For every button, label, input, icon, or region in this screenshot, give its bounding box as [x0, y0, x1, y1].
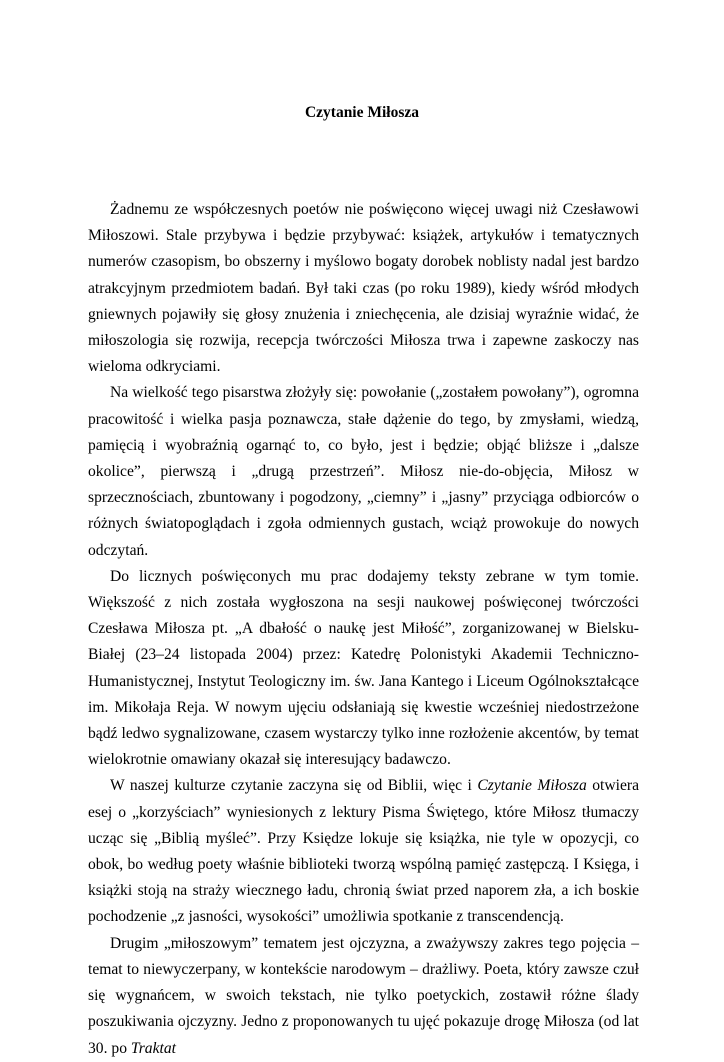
- paragraph-text: Żadnemu ze współczesnych poetów nie poświęcono więcej uwagi niż Czesławowi Miłoszowi. Stale przybywa i będzie przybywać: książek, artykułów i tematycznych numerów czasopism, bo obszerny i myślowo bogaty dorobek noblisty nadal jest bardzo atrakcyjnym przedmiotem badań. Był taki czas (po roku 1989), kiedy wśród młodych gniewnych pojawiły się głosy znużenia i zniechęcenia, ale dzisiaj wyraźnie widać, że miłoszologia się rozwija, recepcja twórczości Miłosza trwa i zapewne zaskoczy nas wieloma odkryciami.: [88, 201, 639, 376]
- paragraph: [88, 773, 639, 930]
- paragraph: [88, 197, 639, 380]
- book-title-italic: Czytanie Miłosza: [477, 777, 587, 795]
- paragraph: [88, 564, 639, 774]
- paragraph-text: Do licznych poświęconych mu prac dodajemy teksty zebrane w tym tomie. Większość z nich została wygłoszona na sesji naukowej poświęconej twórczości Czesława Miłosza pt. „A dbałość o naukę jest Miłość”, zorganizowanej w Bielsku-Białej (23–24 listopada 2004) przez: Katedrę Polonistyki Akademii Techniczno-Humanistycznej, Instytut Teologiczny im. św. Jana Kantego i Liceum Ogólnokształcące im. Mikołaja Reja. W nowym ujęciu odsłaniają się kwestie wcześniej niedostrzeżone bądź ledwo sygnalizowane, czasem wystarczy tylko inne rozłożenie akcentów, by temat wielokrotnie omawiany okazał się interesujący badawczo.: [88, 567, 639, 769]
- paragraph-text: otwiera esej o „korzyściach” wyniesionych z lektury Pisma Świętego, które Miłosz tłumaczy ucząc się „Biblią myśleć”. Przy Księdze lokuje się książka, nie tyle w opozycji, co obok, bo według poety właśnie biblioteki tworzą wspólną pamięć zastępczą. I Księga, i książki stoją na straży wiecznego ładu, chronią świat przed naporem zła, a ich boskie pochodzenie „z jasności, wysokości” umożliwia spotkanie z transcendencją.: [88, 777, 639, 926]
- paragraph: [88, 931, 639, 1062]
- document-title: Czytanie Miłosza: [304, 104, 420, 121]
- book-title-italic: Traktat: [130, 1039, 176, 1057]
- paragraph-text: Na wielkość tego pisarstwa złożyły się: powołanie („zostałem powołany”), ogromna pracowitość i wielka pasja poznawcza, stałe dążenie do tego, by zmysłami, wiedzą, pamięcią i wyobraźnią ogarnąć to, co było, jest i będzie; objąć bliższe i „dalsze okolice”, pierwszą i „drugą przestrzeń”. Miłosz nie-do-objęcia, Miłosz w sprzecznościach, zbuntowany i pogodzony, „ciemny” i „jasny” przyciąga odbiorców o różnych światopoglądach i zgoła odmiennych gustach, wciąż prowokuje do nowych odczytań.: [88, 384, 639, 559]
- paragraph-text: W naszej kulturze czytanie zaczyna się od Biblii, więc i: [110, 777, 478, 795]
- paragraph: [88, 380, 639, 563]
- document-body: [88, 197, 639, 1062]
- paragraph-text: Drugim „miłoszowym” tematem jest ojczyzna, a zważywszy zakres tego pojęcia – temat to niewyczerpany, w kontekście narodowym – drażliwy. Poeta, który zawsze czuł się wygnańcem, w swoich tekstach, nie tylko poetyckich, zostawił różne ślady poszukiwania ojczyzny. Jedno z proponowanych tu ujęć pokazuje drogę Miłosza (od lat 30. po: [88, 934, 639, 1057]
